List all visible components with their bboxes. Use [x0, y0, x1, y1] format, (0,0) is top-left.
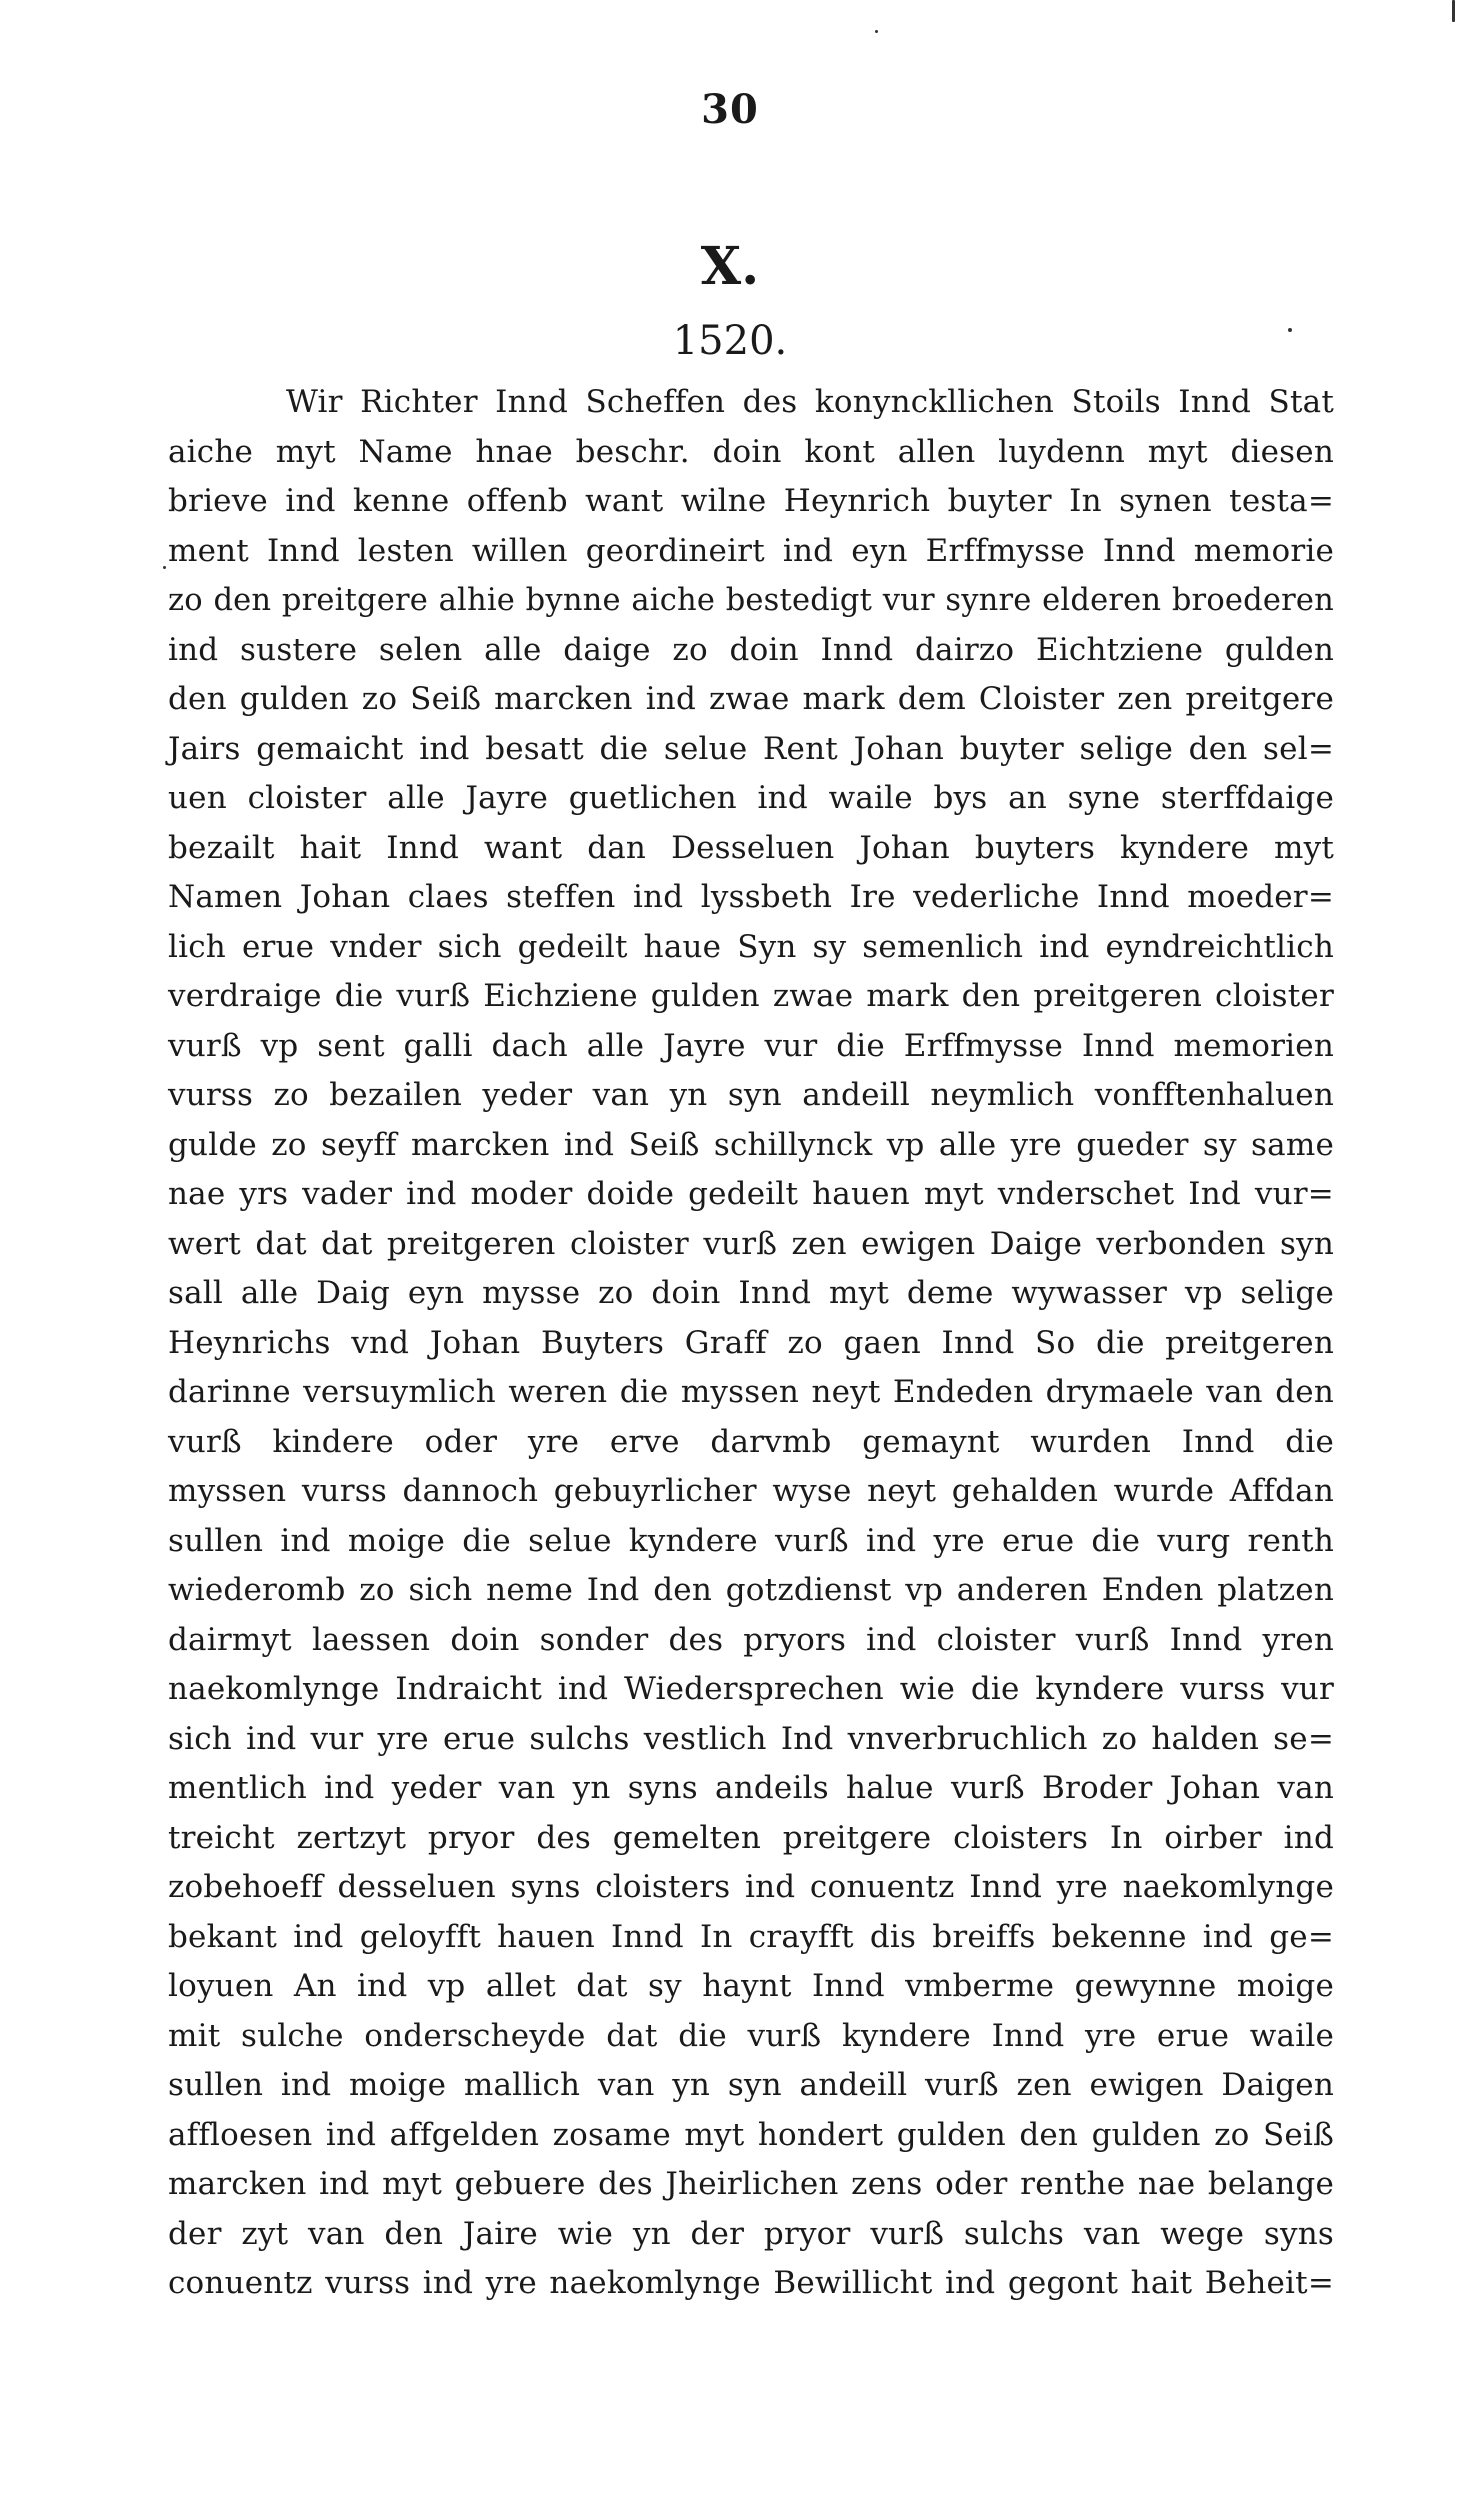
text-line: der zyt van den Jaire wie yn der pryor vurß sulchs van wege syns [168, 2215, 1334, 2252]
text-line: nae yrs vader ind moder doide gedeilt hauen myt vnderschet Ind vur= [168, 1176, 1334, 1212]
text-line: sullen ind moige die selue kyndere vurß ind yre erue die vurg renth [168, 1522, 1334, 1559]
text-line: sich ind vur yre erue sulchs vestlich Ind vnverbruchlich zo halden se= [168, 1720, 1334, 1757]
text-line: vurß vp sent galli dach alle Jayre vur die Erffmysse Innd memorien [168, 1027, 1334, 1064]
text-line: Wir Richter Innd Scheffen des konynckllichen Stoils Innd Stat [286, 384, 1334, 420]
text-line: dairmyt laessen doin sonder des pryors ind cloister vurß Innd yren [168, 1621, 1334, 1658]
text-line: darinne versuymlich weren die myssen neyt Endeden drymaele van den [168, 1374, 1334, 1410]
scan-speck [163, 566, 166, 569]
text-line: wiederomb zo sich neme Ind den gotzdienst vp anderen Enden platzen [168, 1572, 1334, 1608]
text-line: uen cloister alle Jayre guetlichen ind waile bys an syne sterffdaige [168, 780, 1334, 816]
text-line: aiche myt Name hnae beschr. doin kont allen luydenn myt diesen [168, 433, 1334, 470]
text-line: Heynrichs vnd Johan Buyters Graff zo gaen Innd So die preitgeren [168, 1324, 1334, 1361]
text-line: myssen vurss dannoch gebuyrlicher wyse neyt gehalden wurde Affdan [168, 1473, 1334, 1509]
text-line: vurß kindere oder yre erve darvmb gemaynt wurden Innd die [168, 1423, 1334, 1460]
document-year: 1520. [672, 318, 788, 364]
text-line: mentlich ind yeder van yn syns andeils halue vurß Broder Johan van [168, 1770, 1334, 1806]
text-line: sullen ind moige mallich van yn syn andeill vurß zen ewigen Daigen [168, 2067, 1334, 2103]
scan-speck [1452, 0, 1455, 22]
text-line: naekomlynge Indraicht ind Wiedersprechen wie die kyndere vurss vur [168, 1671, 1334, 1707]
text-line: zobehoeff desseluen syns cloisters ind conuentz Innd yre naekomlynge [168, 1869, 1334, 1905]
text-line: treicht zertzyt pryor des gemelten preitgere cloisters In oirber ind [168, 1819, 1334, 1856]
text-line: ment Innd lesten willen geordineirt ind eyn Erffmysse Innd memorie [168, 532, 1334, 569]
text-line: sall alle Daig eyn mysse zo doin Innd myt deme wywasser vp selige [168, 1275, 1334, 1311]
text-line: den gulden zo Seiß marcken ind zwae mark dem Cloister zen preitgere [168, 681, 1334, 717]
text-line: vurss zo bezailen yeder van yn syn andeill neymlich vonfftenhaluen [168, 1077, 1334, 1113]
text-line: brieve ind kenne offenb want wilne Heynrich buyter In synen testa= [168, 483, 1334, 519]
text-line: conuentz vurss ind yre naekomlynge Bewillicht ind gegont hait Beheit= [168, 2265, 1334, 2301]
text-line: zo den preitgere alhie bynne aiche bestedigt vur synre elderen broederen [168, 583, 1334, 618]
text-line: bekant ind geloyfft hauen Innd In crayfft dis breiffs bekenne ind ge= [168, 1918, 1334, 1955]
text-line: ind sustere selen alle daige zo doin Innd dairzo Eichtziene gulden [168, 631, 1334, 668]
text-line: Jairs gemaicht ind besatt die selue Rent Johan buyter selige den sel= [168, 730, 1334, 767]
text-line: bezailt hait Innd want dan Desseluen Johan buyters kyndere myt [168, 829, 1334, 866]
text-line: lich erue vnder sich gedeilt haue Syn sy semenlich ind eyndreichtlich [168, 928, 1334, 965]
text-line: Namen Johan claes steffen ind lyssbeth Ire vederliche Innd moeder= [168, 879, 1334, 915]
text-line: verdraige die vurß Eichziene gulden zwae mark den preitgeren cloister [168, 978, 1334, 1014]
document-body [168, 378, 1334, 2309]
scan-speck [1288, 328, 1292, 332]
text-line: gulde zo seyff marcken ind Seiß schillynck vp alle yre gueder sy same [168, 1126, 1334, 1163]
section-numeral: X. [700, 236, 760, 297]
text-line: affloesen ind affgelden zosame myt hondert gulden den gulden zo Seiß [168, 2116, 1334, 2153]
text-line: loyuen An ind vp allet dat sy haynt Innd vmberme gewynne moige [168, 1968, 1334, 2004]
page-number: 30 [701, 86, 759, 133]
text-line: marcken ind myt gebuere des Jheirlichen zens oder renthe nae belange [168, 2166, 1334, 2202]
text-line: wert dat dat preitgeren cloister vurß zen ewigen Daige verbonden syn [168, 1225, 1334, 1262]
scan-speck [875, 30, 878, 33]
text-line: mit sulche onderscheyde dat die vurß kyndere Innd yre erue waile [168, 2017, 1334, 2054]
